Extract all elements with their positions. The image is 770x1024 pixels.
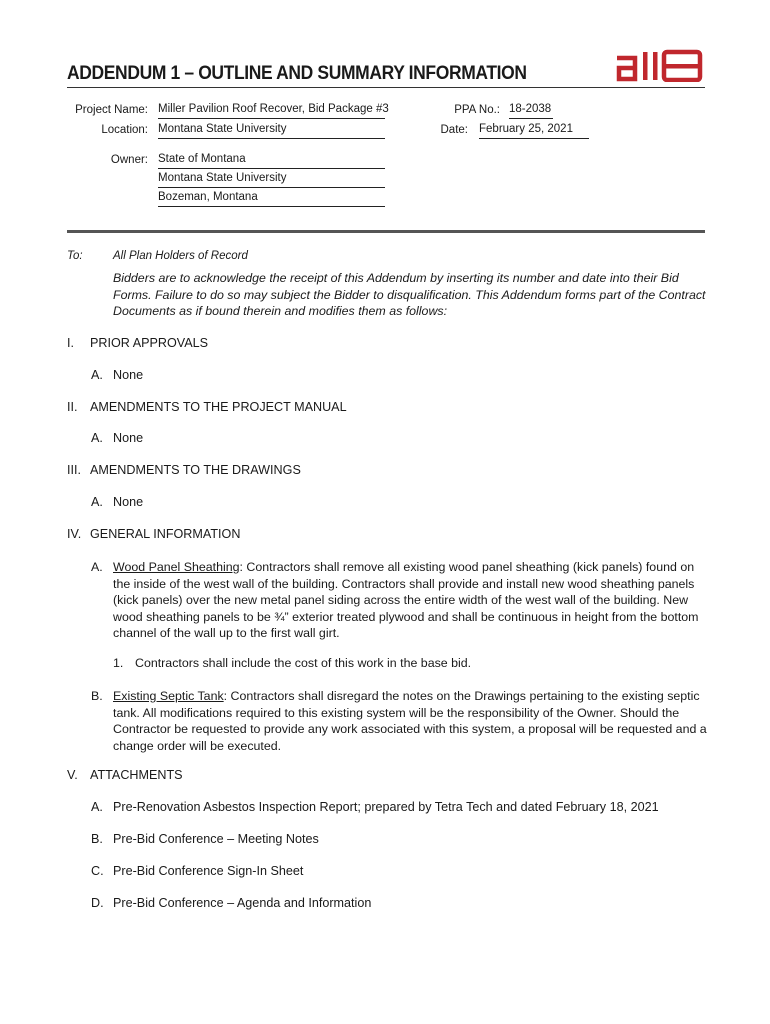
list-item: A. None [91,431,144,445]
ppa-value: 18-2038 [509,101,553,119]
project-name-value: Miller Pavilion Roof Recover, Bid Package #3 [158,101,385,119]
to-value: All Plan Holders of Record [113,250,248,262]
intro-paragraph: Bidders are to acknowledge the receipt of this Addendum by inserting its number and date into their Bid Forms. Failure to do so may subject the Bidder to disqualification. This Addendum forms part of the Contract Documents as if bound therein and modifies them as follows: [113,271,706,318]
date-label: Date: [440,124,468,136]
wood-panel-heading: Wood Panel Sheathing [113,560,240,574]
logo-text: a118 [614,48,617,49]
septic-tank-heading: Existing Septic Tank [113,689,224,703]
owner-line-2: Montana State University [158,170,385,188]
header-rule [67,87,705,88]
section-divider [67,230,705,233]
owner-line-3: Bozeman, Montana [158,189,385,207]
location-label: Location: [101,124,148,136]
list-item: A. None [91,495,144,509]
existing-septic-tank-item: B. Existing Septic Tank: Contractors shall disregard the notes on the Drawings pertaining to the existing septic tank. All modifications required to this existing system will be the responsibility of the Owner. Should the Contractor be requested to provide any work associated with this system, a proposal will be requested and a change order will be executed. [91,689,707,753]
sub-list-item: 1. Contractors shall include the cost of this work in the base bid. [113,656,472,670]
section-general-information: IV. GENERAL INFORMATION [67,527,241,541]
location-value: Montana State University [158,121,385,139]
attachment-item: B. Pre-Bid Conference – Meeting Notes [91,832,319,846]
to-label: To: [67,250,83,262]
ppa-label: PPA No.: [454,104,500,116]
date-value: February 25, 2021 [479,121,589,139]
attachment-item: D. Pre-Bid Conference – Agenda and Information [91,896,372,910]
document-title: ADDENDUM 1 – OUTLINE AND SUMMARY INFORMATION [67,63,527,84]
wood-panel-sheathing-item: A. Wood Panel Sheathing: Contractors shall remove all existing wood panel sheathing (kick panels) found on the inside of the west wall of the building. Contractors shall provide and install new wood sheathing panels (kick panels) over the new metal panel siding across the entire width of the west wall of the building. New wood sheathing panels to be ¾” exterior treated plywood and shall be continuous in height from the bottom channel of the wall up to the first wall girt. [91,560,699,640]
list-item: A. None [91,368,144,382]
project-name-label: Project Name: [75,104,148,116]
attachment-item: A. Pre-Renovation Asbestos Inspection Report; prepared by Tetra Tech and dated February 18, 2021 [91,800,659,814]
owner-line-1: State of Montana [158,151,385,169]
attachment-item: C. Pre-Bid Conference Sign-In Sheet [91,864,304,878]
a118-logo [614,48,704,82]
section-prior-approvals: I. PRIOR APPROVALS [67,336,209,350]
owner-label: Owner: [110,154,148,166]
section-amendments-drawings: III. AMENDMENTS TO THE DRAWINGS [67,463,301,477]
section-amendments-project-manual: II. AMENDMENTS TO THE PROJECT MANUAL [67,400,347,414]
section-attachments: V. ATTACHMENTS [67,768,183,782]
